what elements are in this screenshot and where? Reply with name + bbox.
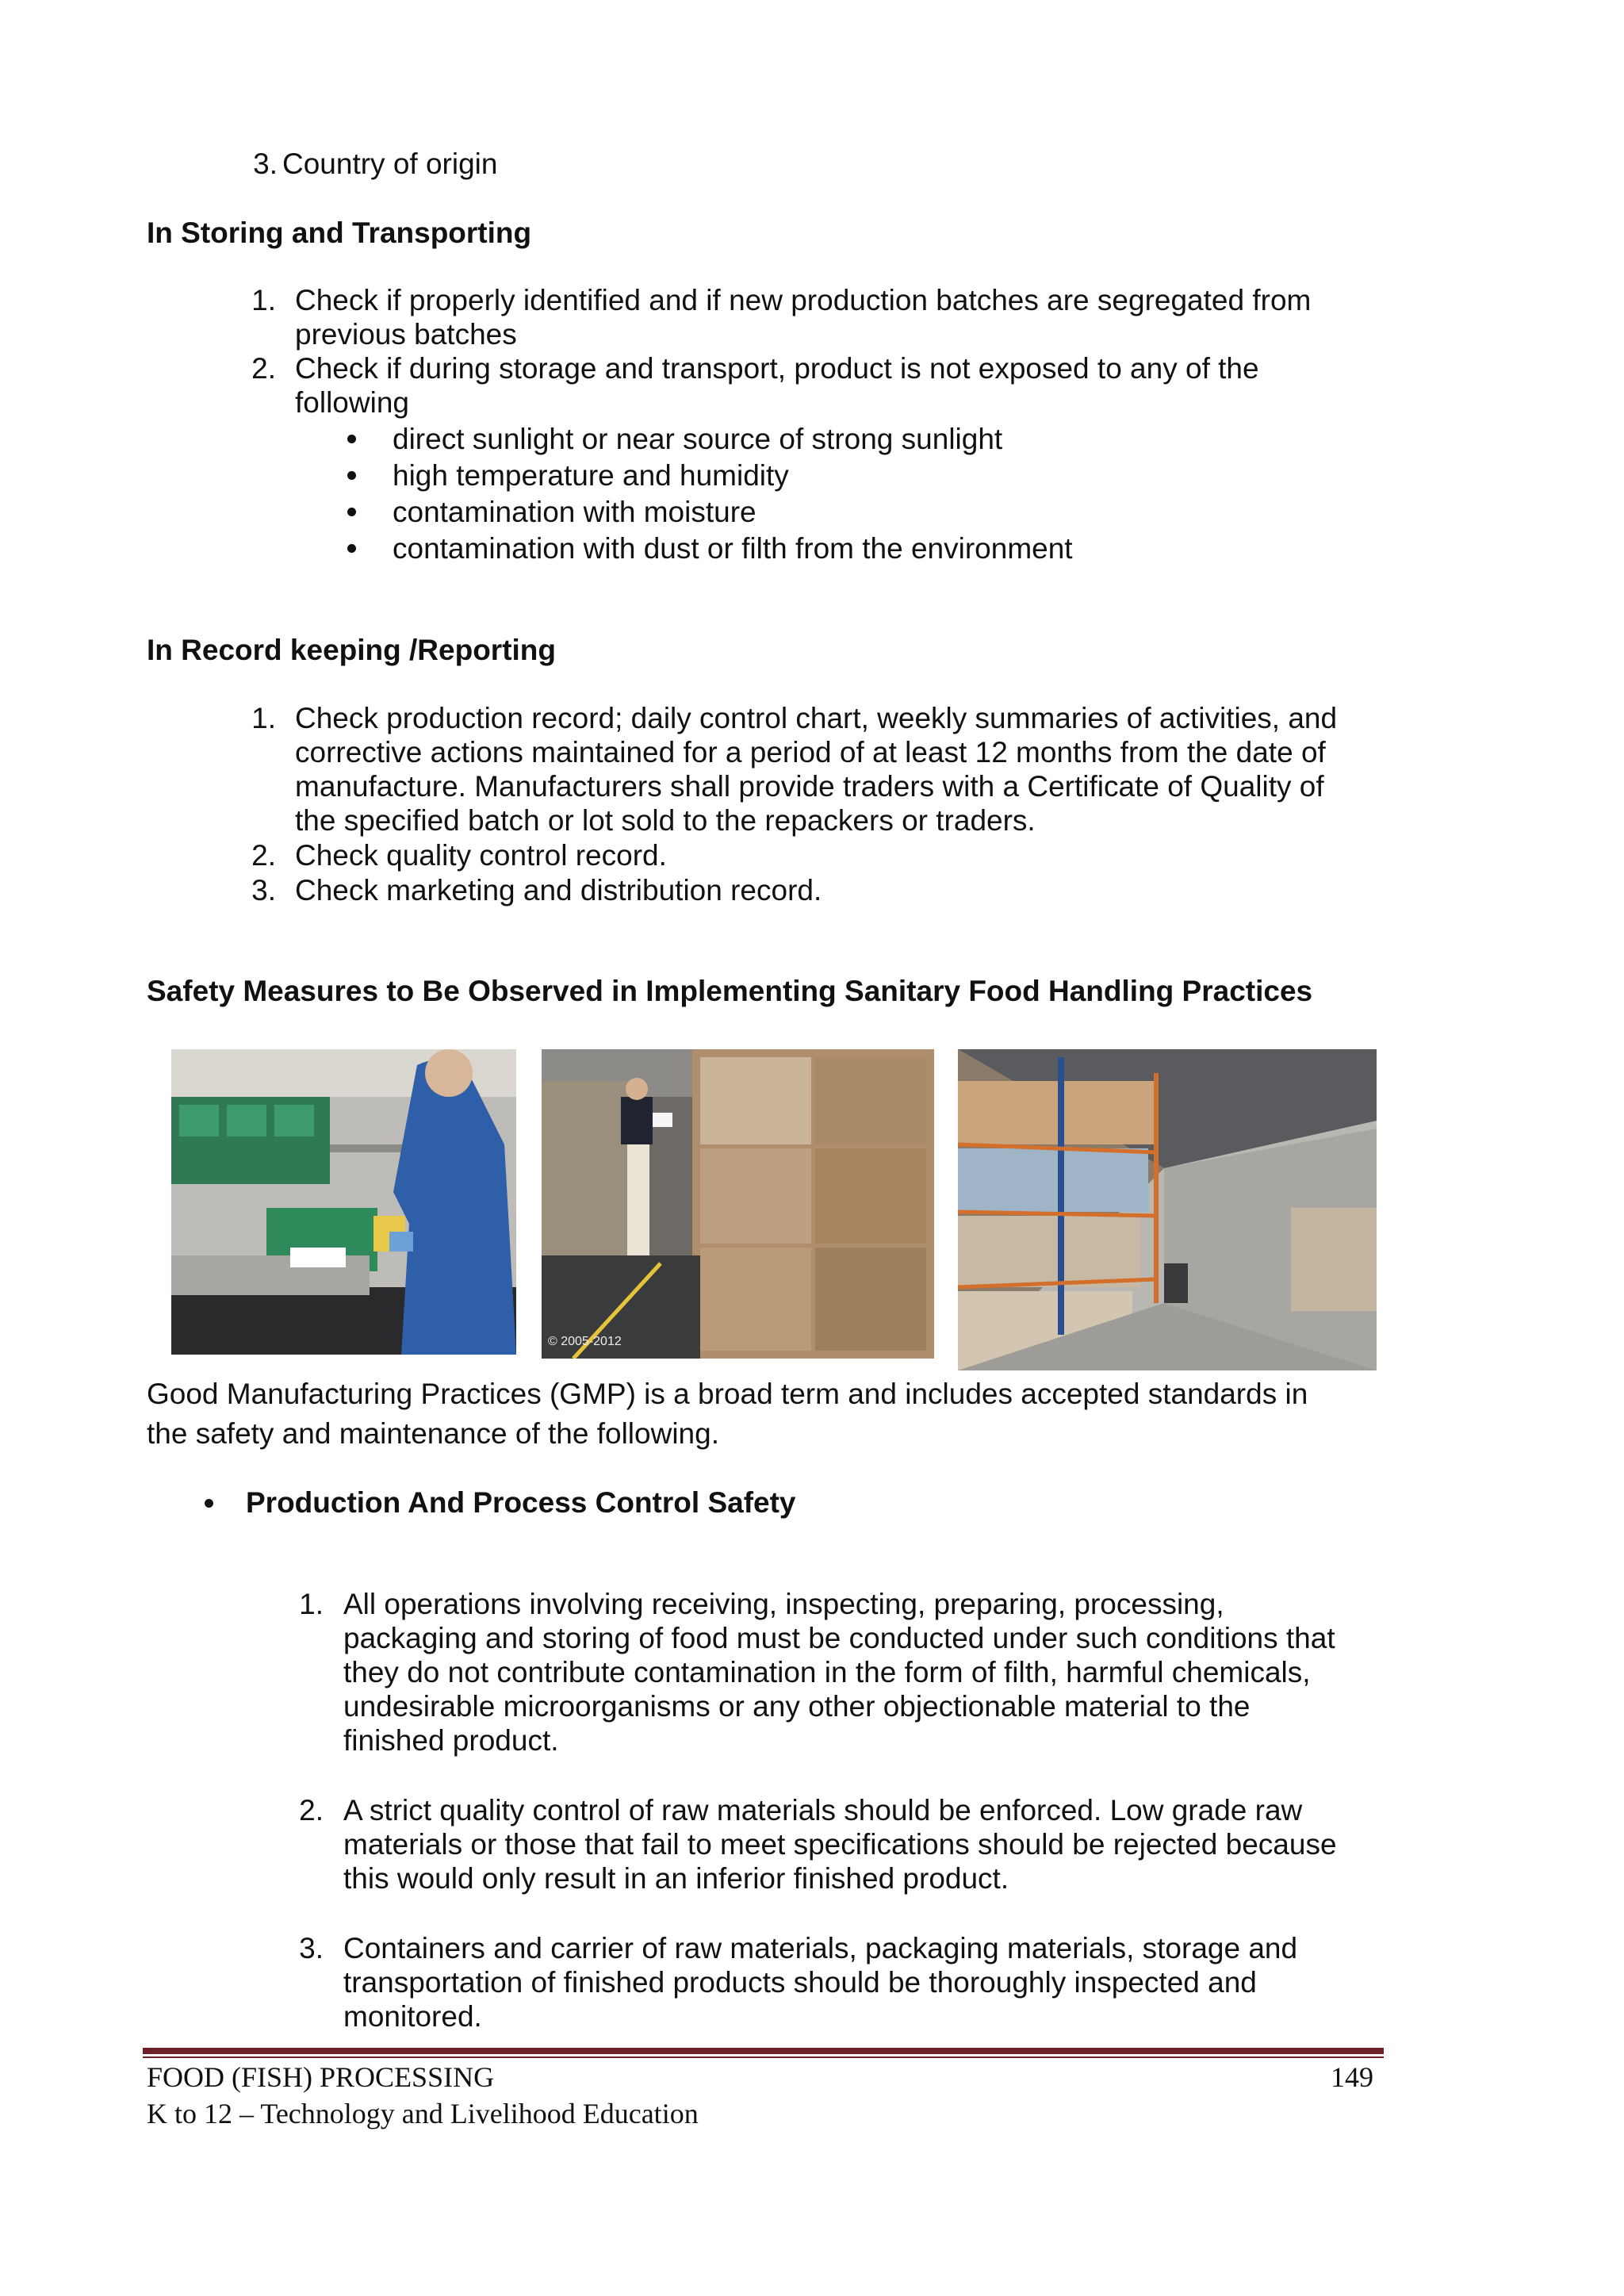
footer-subtitle: K to 12 – Technology and Livelihood Education	[147, 2098, 699, 2129]
bullet-dot	[347, 508, 356, 516]
list-item-line: previous batches	[295, 318, 517, 351]
list-number: 1.	[251, 284, 276, 316]
photo-watermark: © 2005-2012	[548, 1335, 622, 1348]
footer-rule	[143, 2048, 1384, 2054]
list-number: 3.	[299, 1932, 324, 1964]
paragraph-line: the safety and maintenance of the following.	[147, 1417, 719, 1450]
list-item-line: Check production record; daily control chart, weekly summaries of activities, and	[295, 702, 1338, 734]
list-item-line: Check if during storage and transport, product is not exposed to any of the	[295, 352, 1259, 385]
list-item-line: monitored.	[343, 2000, 482, 2033]
footer-title: FOOD (FISH) PROCESSING	[147, 2061, 495, 2093]
bullet-dot	[205, 1499, 213, 1508]
list-item-line: All operations involving receiving, inspecting, preparing, processing,	[343, 1588, 1224, 1620]
list-number: 2.	[251, 352, 276, 385]
bullet-item: contamination with dust or filth from the environment	[393, 532, 1073, 565]
list-number: 1.	[299, 1588, 324, 1620]
list-item-line: manufacture. Manufacturers shall provide traders with a Certificate of Quality of	[295, 770, 1324, 803]
list-item-line: Check marketing and distribution record.	[295, 874, 822, 907]
list-item-line: following	[295, 386, 409, 419]
bullet-dot	[347, 544, 356, 553]
list-item-line: materials or those that fail to meet specifications should be rejected because	[343, 1828, 1337, 1861]
page-number: 149	[1331, 2061, 1373, 2093]
list-item-line: packaging and storing of food must be conducted under such conditions that	[343, 1622, 1335, 1654]
bullet-item: high temperature and humidity	[393, 459, 789, 492]
footer-rule-thin	[143, 2056, 1384, 2058]
bullet-dot	[347, 435, 356, 443]
paragraph-line: Good Manufacturing Practices (GMP) is a broad term and includes accepted standards in	[147, 1378, 1308, 1410]
list-item-line: finished product.	[343, 1724, 559, 1757]
bullet-item: contamination with moisture	[393, 496, 756, 528]
bullet-heading: Production And Process Control Safety	[246, 1486, 796, 1519]
worker-inspecting-produce-photo	[171, 1049, 516, 1355]
list-item-line: this would only result in an inferior finished product.	[343, 1862, 1009, 1895]
section-heading-record: In Record keeping /Reporting	[147, 634, 556, 666]
list-item-line: Containers and carrier of raw materials, packaging materials, storage and	[343, 1932, 1298, 1964]
list-item-line: they do not contribute contamination in the form of filth, harmful chemicals,	[343, 1656, 1311, 1688]
list-number: 3.	[253, 148, 278, 180]
list-item-text: Country of origin	[282, 148, 498, 180]
list-item-line: the specified batch or lot sold to the repackers or traders.	[295, 804, 1036, 837]
section-heading-safety: Safety Measures to Be Observed in Implementing Sanitary Food Handling Practices	[147, 975, 1313, 1007]
bullet-dot	[347, 471, 356, 480]
list-number: 2.	[251, 839, 276, 872]
list-item-line: transportation of finished products should be thoroughly inspected and	[343, 1966, 1257, 1999]
list-item-line: Check quality control record.	[295, 839, 667, 872]
warehouse-racks-photo	[958, 1049, 1377, 1370]
section-heading-storing: In Storing and Transporting	[147, 217, 532, 249]
bullet-item: direct sunlight or near source of strong sunlight	[393, 423, 1003, 455]
list-number: 3.	[251, 874, 276, 907]
worker-in-warehouse-aisle-photo	[542, 1049, 934, 1359]
list-number: 2.	[299, 1794, 324, 1826]
list-number: 1.	[251, 702, 276, 734]
list-item-line: Check if properly identified and if new production batches are segregated from	[295, 284, 1312, 316]
list-item-line: A strict quality control of raw materials should be enforced. Low grade raw	[343, 1794, 1303, 1826]
list-item-line: undesirable microorganisms or any other objectionable material to the	[343, 1690, 1251, 1723]
list-item-line: corrective actions maintained for a period of at least 12 months from the date of	[295, 736, 1326, 769]
